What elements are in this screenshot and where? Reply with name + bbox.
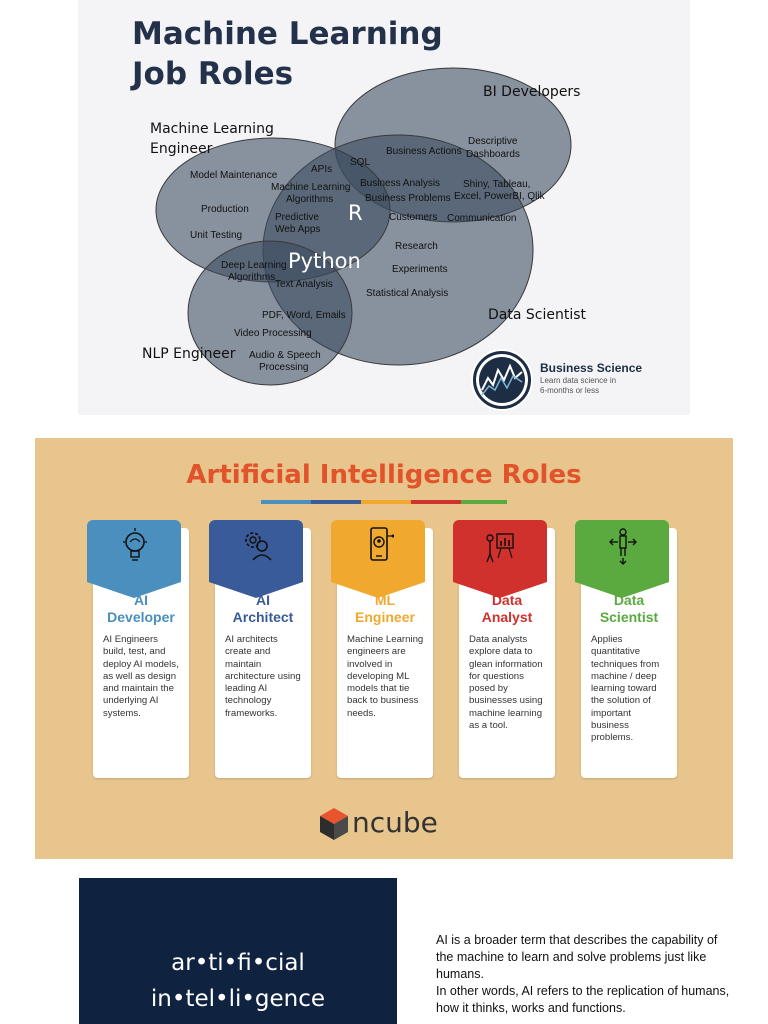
title-rule-segment	[461, 500, 507, 504]
ai-roles-title: Artificial Intelligence Roles	[186, 460, 582, 490]
smartphone-person-icon	[364, 524, 394, 568]
title-rule-segment	[311, 500, 361, 504]
term-apis: APIs	[311, 164, 333, 175]
term-pdf-word-emails: PDF, Word, Emails	[262, 310, 346, 321]
ml-engineer-label-line2: Engineer	[150, 141, 213, 157]
card-title-line1: AI	[134, 592, 148, 608]
term-sql: SQL	[350, 157, 371, 168]
card-title-line1: Data	[613, 592, 645, 608]
card-title-line2: Scientist	[599, 609, 659, 625]
presentation-board-icon	[477, 524, 523, 568]
card-title	[337, 592, 433, 626]
definition-word-line1: ar•ti•fi•cial	[171, 950, 305, 976]
ml-roles-title-line1: Machine Learning	[132, 16, 443, 52]
term-predictive-line2: Web Apps	[275, 224, 321, 235]
card-title-line1: ML	[374, 592, 396, 608]
term-predictive: Predictive	[275, 212, 319, 223]
role-card-data-scientist	[575, 528, 675, 778]
card-title-line2: Architect	[232, 609, 294, 625]
role-card-data-analyst	[453, 528, 553, 778]
business-science-brand: Business Science	[540, 361, 643, 375]
definition-word-line2: in•tel•li•gence	[150, 986, 326, 1012]
card-banner	[209, 520, 303, 582]
title-rule-segment	[361, 500, 411, 504]
term-research: Research	[395, 241, 438, 252]
role-card-ai-architect	[209, 528, 309, 778]
gear-person-icon	[242, 524, 272, 568]
term-unit-testing: Unit Testing	[190, 230, 243, 241]
card-title-line2: Developer	[107, 609, 175, 625]
venn-diagram	[78, 0, 690, 415]
business-science-logo-icon	[472, 350, 532, 410]
card-description: Applies quantitative techniques from machine / deep learning toward the solution of important business problems.	[591, 634, 660, 744]
term-experiments: Experiments	[392, 264, 448, 275]
title-rule-segment	[411, 500, 461, 504]
business-science-tagline-line2: 6-months or less	[540, 386, 600, 395]
role-card-ml-engineer	[331, 528, 431, 778]
ncube-brand-text: ncube	[352, 806, 438, 839]
term-video-processing: Video Processing	[234, 328, 312, 339]
title-rule-segment	[261, 500, 311, 504]
term-ml-algorithms: Machine Learning	[271, 182, 351, 193]
term-business-actions: Business Actions	[386, 146, 462, 157]
card-banner	[87, 520, 181, 582]
term-audio-speech-line2: Processing	[259, 362, 309, 373]
card-title	[581, 592, 677, 626]
term-ml-algorithms-line2: Algorithms	[286, 194, 334, 205]
term-production: Production	[201, 204, 249, 215]
card-title	[93, 592, 189, 626]
term-statistical-analysis: Statistical Analysis	[366, 288, 449, 299]
ai-definition-card	[79, 878, 397, 1024]
nlp-engineer-label: NLP Engineer	[142, 346, 236, 362]
card-description: Data analysts explore data to glean information for questions posed by businesses using machine learning as a tool.	[469, 634, 543, 732]
card-title-line2: Analyst	[481, 609, 533, 625]
ai-roles-panel	[35, 438, 733, 859]
bi-developers-label: BI Developers	[483, 84, 581, 100]
term-communication: Communication	[447, 213, 517, 224]
term-shiny-line2: Excel, PowerBI, Qlik	[454, 191, 545, 202]
term-audio-speech: Audio & Speech	[249, 350, 321, 361]
term-python: Python	[288, 249, 361, 273]
card-description: AI architects create and maintain architecture using leading AI technology frameworks.	[225, 634, 301, 719]
term-r: R	[348, 201, 363, 225]
card-title-line1: Data	[491, 592, 523, 608]
term-text-analysis: Text Analysis	[275, 279, 333, 290]
definition-paragraph: In other words, AI refers to the replication of humans, how it thinks, works and functions.	[436, 984, 730, 1015]
ml-roles-title-line2: Job Roles	[132, 56, 294, 92]
card-description: Machine Learning engineers are involved in developing ML models that tie back to business needs.	[347, 634, 424, 719]
definition-paragraph: AI is a broader term that describes the capability of the machine to learn and solve problems just like humans.	[436, 933, 718, 981]
ml-job-roles-panel	[78, 0, 690, 415]
card-banner	[453, 520, 547, 582]
term-shiny: Shiny, Tableau,	[463, 179, 531, 190]
term-business-problems: Business Problems	[365, 193, 451, 204]
business-science-tagline: Learn data science in	[540, 376, 617, 385]
card-title-line1: AI	[256, 592, 270, 608]
cube-icon	[318, 806, 350, 842]
term-descriptive-line2: Dashboards	[466, 149, 520, 160]
data-scientist-label: Data Scientist	[488, 307, 586, 323]
ml-engineer-label: Machine Learning	[150, 121, 274, 137]
term-business-analysis: Business Analysis	[360, 178, 441, 189]
term-deep-learning-line2: Algorithms	[228, 272, 276, 283]
card-banner	[575, 520, 669, 582]
term-customers: Customers	[389, 212, 438, 223]
term-descriptive: Descriptive	[468, 136, 518, 147]
ai-definition-text	[436, 932, 736, 1017]
term-model-maintenance: Model Maintenance	[190, 170, 278, 181]
term-deep-learning: Deep Learning	[221, 260, 287, 271]
card-banner	[331, 520, 425, 582]
person-arrows-icon	[608, 524, 638, 568]
card-title	[215, 592, 311, 626]
card-description: AI Engineers build, test, and deploy AI models, as well as design and maintain the underlying AI systems.	[103, 634, 179, 719]
lightbulb-brain-icon	[120, 524, 150, 568]
role-card-ai-developer	[87, 528, 187, 778]
card-title-line2: Engineer	[355, 609, 415, 625]
card-title	[459, 592, 555, 626]
